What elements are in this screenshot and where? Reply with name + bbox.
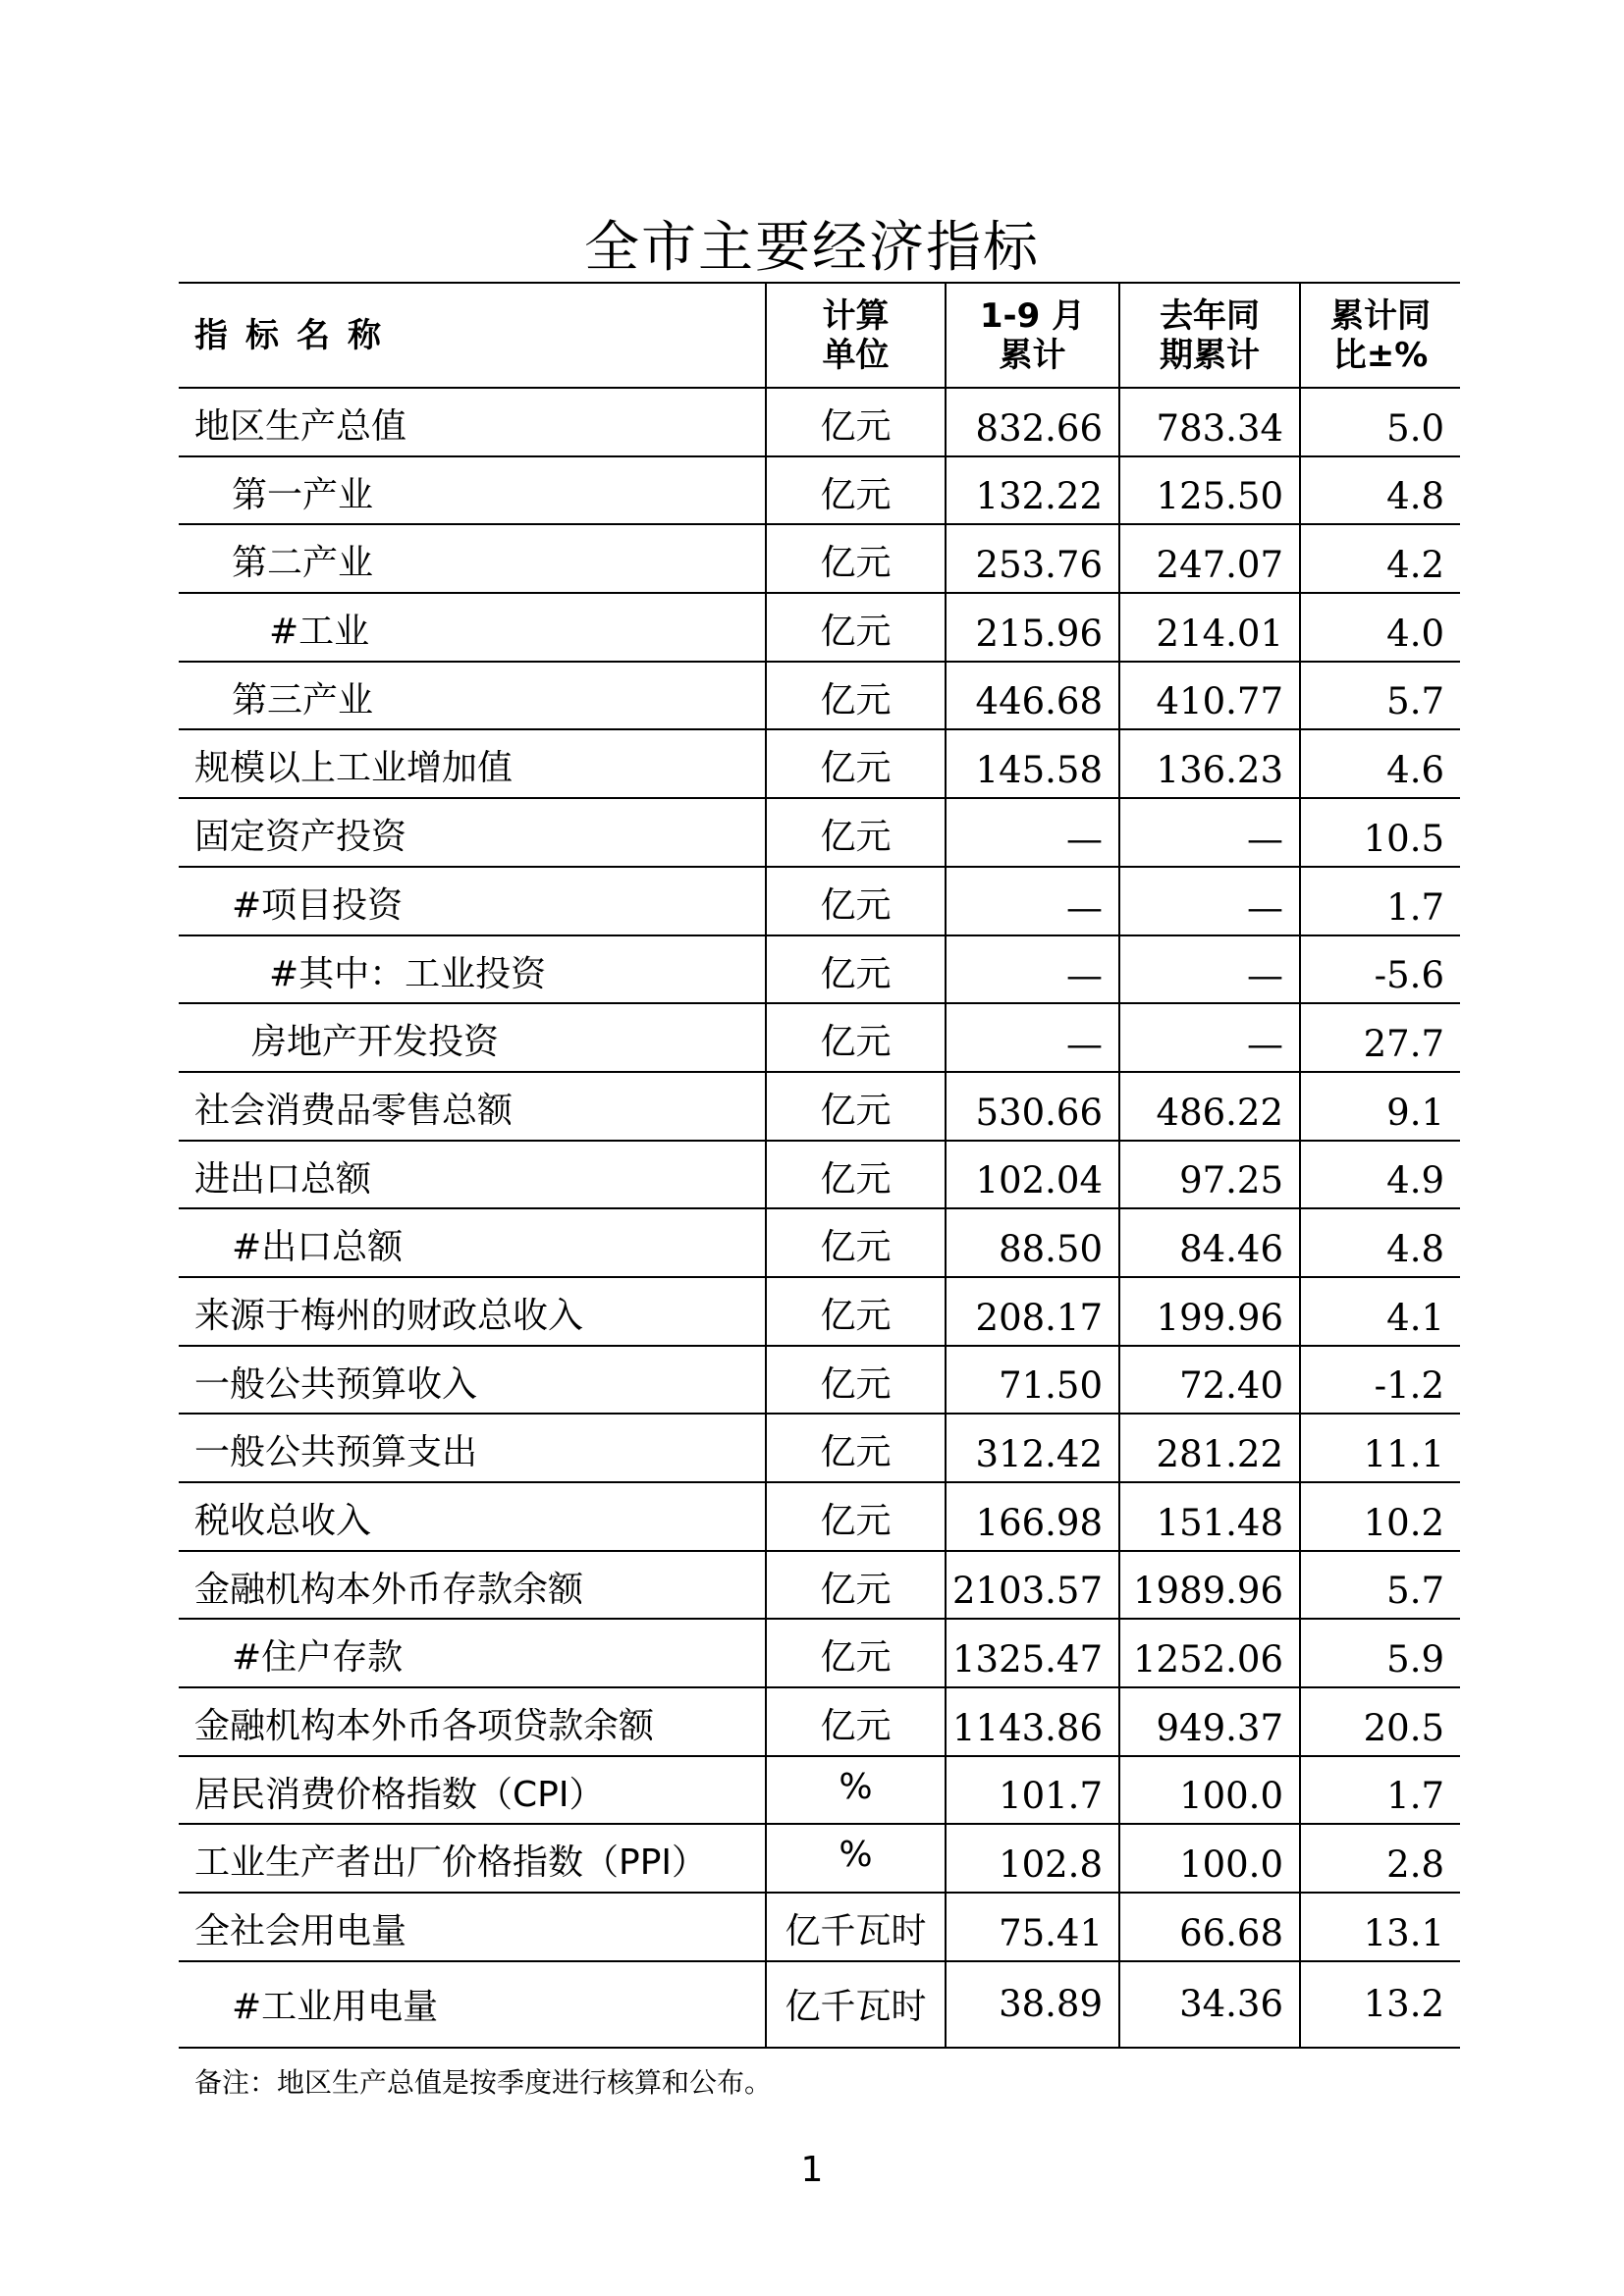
table-row (179, 456, 1460, 525)
header-previous-line2: 期累计 (1160, 335, 1260, 375)
unit-cell: 亿千瓦时 (766, 1893, 946, 1961)
header-current-line2: 累计 (999, 335, 1066, 375)
yoy-change-cell: 5.7 (1300, 662, 1460, 730)
table-row (179, 1619, 1460, 1687)
unit-cell: 亿元 (766, 729, 946, 798)
indicator-name-cell: #项目投资 (179, 867, 766, 935)
unit-cell: 亿元 (766, 1208, 946, 1277)
unit-cell: 亿元 (766, 662, 946, 730)
yoy-change-cell: 9.1 (1300, 1072, 1460, 1141)
previous-value-cell: 247.07 (1119, 524, 1300, 593)
current-value-cell: 166.98 (946, 1482, 1119, 1551)
yoy-change-cell: 4.0 (1300, 593, 1460, 662)
indicator-name-cell: 全社会用电量 (179, 1893, 766, 1961)
unit-cell: 亿元 (766, 935, 946, 1004)
yoy-change-cell: 1.7 (1300, 1756, 1460, 1825)
yoy-change-cell: 4.8 (1300, 1208, 1460, 1277)
yoy-change-cell: 10.2 (1300, 1482, 1460, 1551)
table-row (179, 388, 1460, 456)
table-row (179, 1756, 1460, 1825)
unit-cell: 亿元 (766, 1687, 946, 1756)
yoy-change-cell: 5.7 (1300, 1551, 1460, 1620)
previous-value-cell: — (1119, 935, 1300, 1004)
yoy-change-cell: 2.8 (1300, 1824, 1460, 1893)
unit-cell: 亿元 (766, 456, 946, 525)
previous-value-cell: 1252.06 (1119, 1619, 1300, 1687)
previous-value-cell: 100.0 (1119, 1824, 1300, 1893)
indicator-name-cell: #工业 (179, 593, 766, 662)
unit-cell: 亿元 (766, 1141, 946, 1209)
table-header-row (179, 283, 1460, 388)
yoy-change-cell: 20.5 (1300, 1687, 1460, 1756)
page-title: 全市主要经济指标 (584, 216, 1040, 280)
indicator-name-cell: #其中：工业投资 (179, 935, 766, 1004)
current-value-cell: 132.22 (946, 456, 1119, 525)
header-yoy-line2: 比±% (1332, 335, 1429, 375)
previous-value-cell: 1989.96 (1119, 1551, 1300, 1620)
current-value-cell: 101.7 (946, 1756, 1119, 1825)
current-value-cell: 832.66 (946, 388, 1119, 456)
header-unit (766, 283, 946, 388)
header-yoy-line1: 累计同 (1330, 295, 1431, 336)
header-yoy (1300, 283, 1460, 388)
unit-cell: 亿元 (766, 1072, 946, 1141)
current-value-cell: 208.17 (946, 1277, 1119, 1346)
table-row (179, 867, 1460, 935)
unit-cell: 亿千瓦时 (766, 1961, 946, 2048)
current-value-cell: 1143.86 (946, 1687, 1119, 1756)
indicator-name-cell: 房地产开发投资 (179, 1003, 766, 1072)
current-value-cell: — (946, 1003, 1119, 1072)
yoy-change-cell: 5.0 (1300, 388, 1460, 456)
yoy-change-cell: 4.1 (1300, 1277, 1460, 1346)
unit-cell: 亿元 (766, 798, 946, 867)
table-row (179, 1961, 1460, 2048)
unit-cell: 亿元 (766, 1414, 946, 1482)
indicator-name-cell: 社会消费品零售总额 (179, 1072, 766, 1141)
yoy-change-cell: 4.9 (1300, 1141, 1460, 1209)
previous-value-cell: 486.22 (1119, 1072, 1300, 1141)
previous-value-cell: 199.96 (1119, 1277, 1300, 1346)
indicator-name-cell: 一般公共预算支出 (179, 1414, 766, 1482)
yoy-change-cell: -5.6 (1300, 935, 1460, 1004)
table-row (179, 593, 1460, 662)
yoy-change-cell: 5.9 (1300, 1619, 1460, 1687)
table-row (179, 1414, 1460, 1482)
current-value-cell: 102.8 (946, 1824, 1119, 1893)
table-row (179, 935, 1460, 1004)
current-value-cell: 215.96 (946, 593, 1119, 662)
yoy-change-cell: 4.6 (1300, 729, 1460, 798)
table-row (179, 1277, 1460, 1346)
table-row (179, 1346, 1460, 1415)
previous-value-cell: 151.48 (1119, 1482, 1300, 1551)
yoy-change-cell: 11.1 (1300, 1414, 1460, 1482)
yoy-change-cell: 13.1 (1300, 1893, 1460, 1961)
previous-value-cell: 125.50 (1119, 456, 1300, 525)
yoy-change-cell: 27.7 (1300, 1003, 1460, 1072)
indicator-name-cell: 税收总收入 (179, 1482, 766, 1551)
current-value-cell: 1325.47 (946, 1619, 1119, 1687)
indicator-name-cell: 居民消费价格指数（CPI） (179, 1756, 766, 1825)
previous-value-cell: 949.37 (1119, 1687, 1300, 1756)
previous-value-cell: — (1119, 1003, 1300, 1072)
indicator-name-cell: #住户存款 (179, 1619, 766, 1687)
current-value-cell: 253.76 (946, 524, 1119, 593)
previous-value-cell: 100.0 (1119, 1756, 1300, 1825)
indicator-name-cell: 进出口总额 (179, 1141, 766, 1209)
previous-value-cell: 72.40 (1119, 1346, 1300, 1415)
previous-value-cell: 97.25 (1119, 1141, 1300, 1209)
table-row (179, 1208, 1460, 1277)
header-current (946, 283, 1119, 388)
header-unit-line1: 计算 (822, 295, 890, 336)
unit-cell: 亿元 (766, 1346, 946, 1415)
unit-cell: 亿元 (766, 388, 946, 456)
unit-cell: % (766, 1756, 946, 1825)
indicator-name-cell: #工业用电量 (179, 1961, 766, 2048)
indicator-name-cell: 地区生产总值 (179, 388, 766, 456)
table-row (179, 1072, 1460, 1141)
current-value-cell: 446.68 (946, 662, 1119, 730)
table-row (179, 1893, 1460, 1961)
header-current-line1: 1-9 月 (979, 295, 1086, 336)
table-row (179, 1482, 1460, 1551)
table-row (179, 729, 1460, 798)
table-body (179, 388, 1460, 2048)
current-value-cell: 145.58 (946, 729, 1119, 798)
table-row (179, 662, 1460, 730)
previous-value-cell: 66.68 (1119, 1893, 1300, 1961)
table-row (179, 1687, 1460, 1756)
header-indicator-name: 指标名称 (179, 283, 766, 388)
table-row (179, 1003, 1460, 1072)
current-value-cell: 71.50 (946, 1346, 1119, 1415)
yoy-change-cell: 4.2 (1300, 524, 1460, 593)
current-value-cell: 530.66 (946, 1072, 1119, 1141)
yoy-change-cell: 1.7 (1300, 867, 1460, 935)
current-value-cell: 312.42 (946, 1414, 1119, 1482)
unit-cell: 亿元 (766, 867, 946, 935)
indicator-name-cell: 金融机构本外币存款余额 (179, 1551, 766, 1620)
previous-value-cell: 136.23 (1119, 729, 1300, 798)
table-row (179, 1551, 1460, 1620)
unit-cell: 亿元 (766, 1482, 946, 1551)
unit-cell: 亿元 (766, 524, 946, 593)
current-value-cell: 2103.57 (946, 1551, 1119, 1620)
unit-cell: 亿元 (766, 1619, 946, 1687)
table-row (179, 1141, 1460, 1209)
indicator-name-cell: 规模以上工业增加值 (179, 729, 766, 798)
header-previous (1119, 283, 1300, 388)
page-number: 1 (800, 2150, 824, 2190)
current-value-cell: — (946, 798, 1119, 867)
indicator-table (179, 282, 1460, 2049)
indicator-name-cell: 工业生产者出厂价格指数（PPI） (179, 1824, 766, 1893)
current-value-cell: 88.50 (946, 1208, 1119, 1277)
indicator-name-cell: 金融机构本外币各项贷款余额 (179, 1687, 766, 1756)
current-value-cell: 38.89 (946, 1961, 1119, 2048)
previous-value-cell: 84.46 (1119, 1208, 1300, 1277)
previous-value-cell: 410.77 (1119, 662, 1300, 730)
indicator-name-cell: 来源于梅州的财政总收入 (179, 1277, 766, 1346)
current-value-cell: 75.41 (946, 1893, 1119, 1961)
yoy-change-cell: 4.8 (1300, 456, 1460, 525)
unit-cell: 亿元 (766, 1277, 946, 1346)
table-row (179, 524, 1460, 593)
previous-value-cell: — (1119, 798, 1300, 867)
header-unit-line2: 单位 (822, 335, 890, 375)
previous-value-cell: 34.36 (1119, 1961, 1300, 2048)
previous-value-cell: 783.34 (1119, 388, 1300, 456)
previous-value-cell: 214.01 (1119, 593, 1300, 662)
unit-cell: 亿元 (766, 593, 946, 662)
current-value-cell: — (946, 935, 1119, 1004)
indicator-name-cell: #出口总额 (179, 1208, 766, 1277)
unit-cell: 亿元 (766, 1003, 946, 1072)
indicator-name-cell: 固定资产投资 (179, 798, 766, 867)
indicator-name-cell: 第三产业 (179, 662, 766, 730)
unit-cell: % (766, 1824, 946, 1893)
previous-value-cell: 281.22 (1119, 1414, 1300, 1482)
yoy-change-cell: -1.2 (1300, 1346, 1460, 1415)
indicator-name-cell: 第一产业 (179, 456, 766, 525)
footnote: 备注：地区生产总值是按季度进行核算和公布。 (194, 2066, 773, 2099)
yoy-change-cell: 10.5 (1300, 798, 1460, 867)
previous-value-cell: — (1119, 867, 1300, 935)
indicator-name-cell: 第二产业 (179, 524, 766, 593)
unit-cell: 亿元 (766, 1551, 946, 1620)
indicator-name-cell: 一般公共预算收入 (179, 1346, 766, 1415)
table-row (179, 798, 1460, 867)
table-row (179, 1824, 1460, 1893)
current-value-cell: — (946, 867, 1119, 935)
header-previous-line1: 去年同 (1160, 295, 1260, 336)
yoy-change-cell: 13.2 (1300, 1961, 1460, 2048)
current-value-cell: 102.04 (946, 1141, 1119, 1209)
